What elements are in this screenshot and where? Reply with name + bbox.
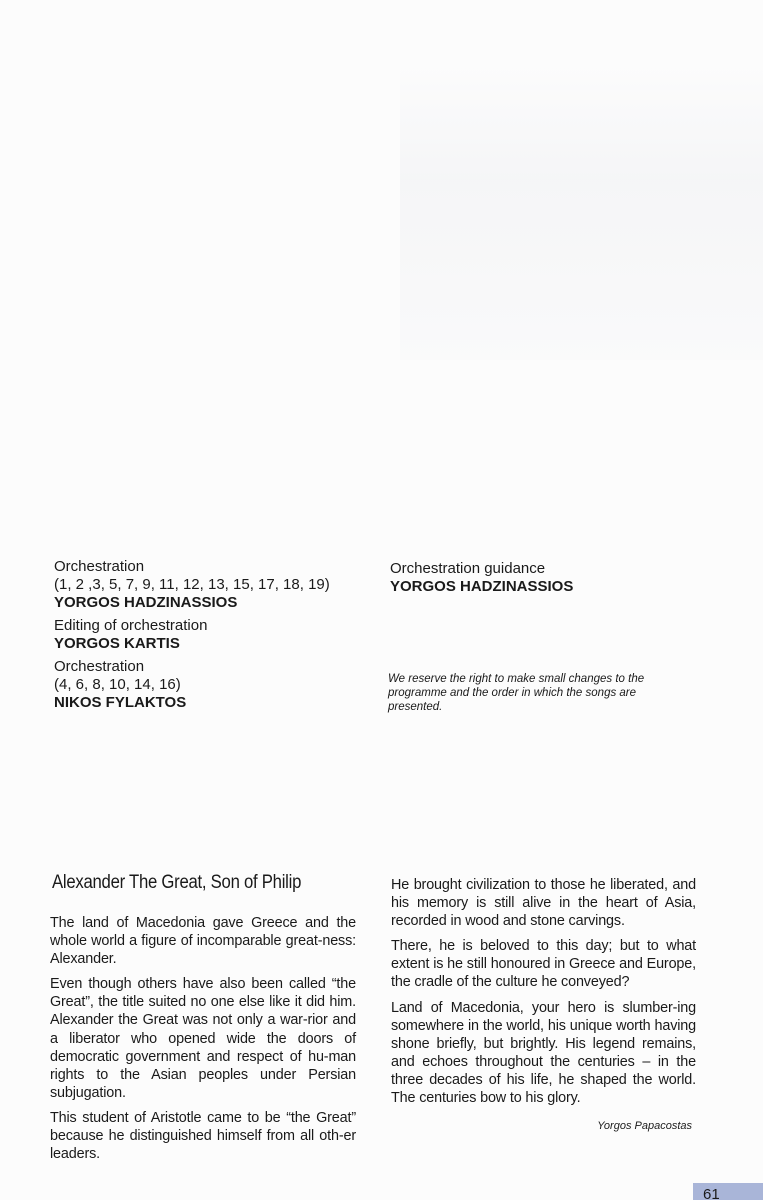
credit-role: Orchestration guidance: [390, 560, 546, 577]
article-title: Alexander The Great, Son of Philip: [52, 872, 302, 893]
programme-change-note: We reserve the right to make small changes to the programme and the order in which the songs are presented.: [388, 673, 645, 713]
page-number-tab: [693, 1183, 763, 1200]
credit-block: [54, 658, 374, 712]
credit-detail: (4, 6, 8, 10, 14, 16): [54, 676, 181, 693]
faded-header-artwork: [400, 60, 763, 360]
credits-right-column: [390, 560, 710, 596]
credit-block: [54, 558, 374, 612]
article-paragraph: Land of Macedonia, your hero is slumber-ing somewhere in the world, his unique worth having shone briefly, but brightly. His legend remains, and echoes throughout the centuries – in the three decades of his life, he shaped the world. The centuries bow to his glory.: [391, 999, 696, 1107]
credit-name: YORGOS HADZINASSIOS: [390, 578, 574, 595]
credit-name: YORGOS HADZINASSIOS: [54, 594, 238, 611]
credit-role: Orchestration: [54, 558, 145, 575]
article-right-column: [391, 876, 696, 1114]
article-paragraph: Even though others have also been called “the Great”, the title suited no one else like it did him. Alexander the Great was not only a war-rior and a liberator who opened wide the doors of democratic government and respect of hu-man rights to the Asian peoples under Persian subjugation.: [50, 976, 356, 1101]
credits-left-column: [54, 558, 374, 712]
credit-role: Orchestration: [54, 658, 145, 675]
article-paragraph: The land of Macedonia gave Greece and the whole world a figure of incomparable great-ness: Alexander.: [50, 915, 356, 968]
credit-block: [54, 617, 374, 653]
article-left-column: [50, 914, 356, 1170]
credit-name: YORGOS KARTIS: [54, 635, 180, 652]
article-paragraph: He brought civilization to those he liberated, and his memory is still alive in the heart of Asia, recorded in wood and stone carvings.: [391, 877, 696, 930]
page-number: 61: [703, 1186, 720, 1200]
credit-name: NIKOS FYLAKTOS: [54, 694, 187, 711]
credit-detail: (1, 2 ,3, 5, 7, 9, 11, 12, 13, 15, 17, 18, 19): [54, 576, 330, 593]
article-paragraph: This student of Aristotle came to be “the Great” because he distinguished himself from all oth-er leaders.: [50, 1109, 356, 1163]
credit-role: Editing of orchestration: [54, 617, 208, 634]
article-paragraph: There, he is beloved to this day; but to what extent is he still honoured in Greece and Europe, the cradle of the culture he conveyed?: [391, 938, 696, 991]
author-signature: Yorgos Papacostas: [597, 1120, 692, 1132]
